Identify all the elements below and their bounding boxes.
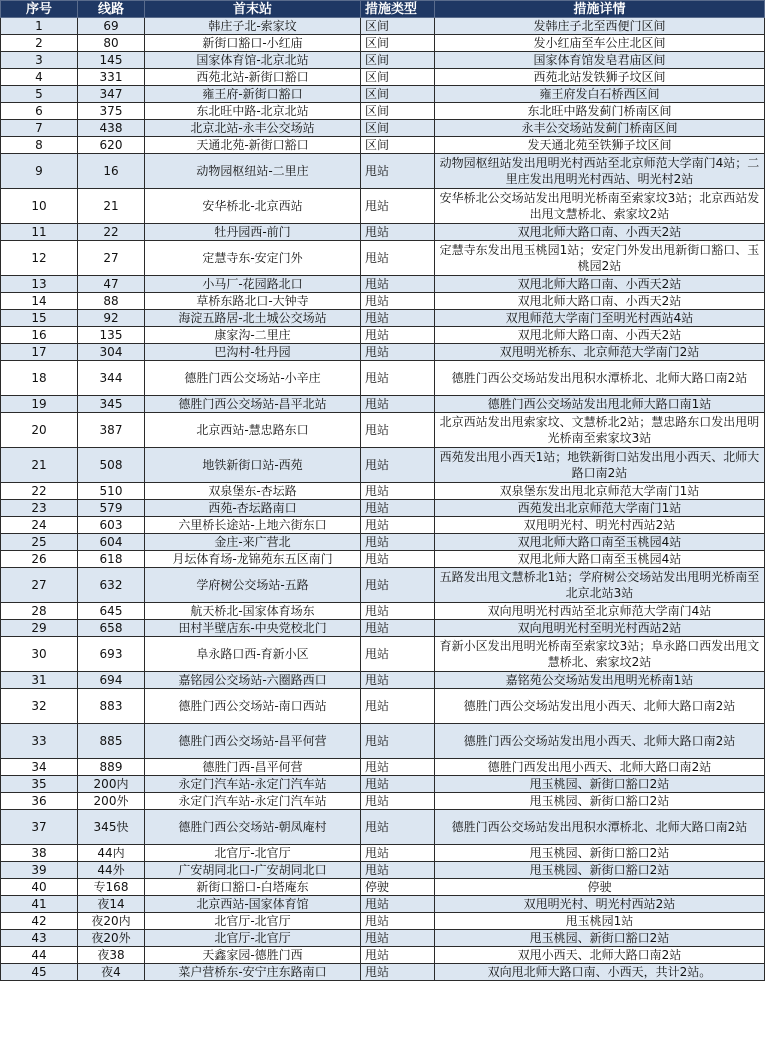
terminals-cell: 菜户营桥东-安宁庄东路南口 [145, 964, 361, 981]
serial-number-cell: 4 [1, 69, 78, 86]
measure-type-cell: 区间 [361, 120, 435, 137]
terminals-cell: 月坛体育场-龙锦苑东五区南门 [145, 551, 361, 568]
table-row [1, 327, 765, 344]
serial-number-cell: 25 [1, 534, 78, 551]
measure-detail-cell: 甩玉桃园、新街口豁口2站 [435, 845, 765, 862]
line-cell: 645 [78, 603, 145, 620]
measure-detail-cell: 发天通北苑至铁狮子坟区间 [435, 137, 765, 154]
measure-detail-cell: 东北旺中路发蓟门桥南区间 [435, 103, 765, 120]
table-row [1, 793, 765, 810]
line-cell: 135 [78, 327, 145, 344]
serial-number-cell: 31 [1, 672, 78, 689]
table-row [1, 413, 765, 448]
table-row [1, 879, 765, 896]
terminals-cell: 北京北站-永丰公交场站 [145, 120, 361, 137]
table-row [1, 603, 765, 620]
terminals-cell: 东北旺中路-北京北站 [145, 103, 361, 120]
measure-type-cell: 甩站 [361, 913, 435, 930]
measure-detail-cell: 双向甩明光村至明光村西站2站 [435, 620, 765, 637]
serial-number-cell: 17 [1, 344, 78, 361]
serial-number-cell: 1 [1, 18, 78, 35]
line-cell: 22 [78, 224, 145, 241]
line-cell: 694 [78, 672, 145, 689]
line-cell: 603 [78, 517, 145, 534]
line-cell: 夜38 [78, 947, 145, 964]
line-cell: 438 [78, 120, 145, 137]
serial-number-cell: 21 [1, 448, 78, 483]
measure-detail-cell: 德胜门西公交场站发出甩积水潭桥北、北师大路口南2站 [435, 810, 765, 845]
measure-detail-cell: 德胜门西发出甩小西天、北师大路口南2站 [435, 759, 765, 776]
terminals-cell: 西苑北站-新街口豁口 [145, 69, 361, 86]
line-cell: 510 [78, 483, 145, 500]
serial-number-cell: 2 [1, 35, 78, 52]
measure-type-cell: 甩站 [361, 189, 435, 224]
measure-detail-cell: 西苑北站发铁狮子坟区间 [435, 69, 765, 86]
measure-detail-cell: 北京西站发出甩索家坟、文慧桥北2站；慧忠路东口发出甩明光桥南至索家坟3站 [435, 413, 765, 448]
line-cell: 344 [78, 361, 145, 396]
table-body [1, 18, 765, 981]
table-row [1, 448, 765, 483]
serial-number-cell: 27 [1, 568, 78, 603]
serial-number-cell: 30 [1, 637, 78, 672]
terminals-cell: 雍王府-新街口豁口 [145, 86, 361, 103]
measure-detail-cell: 发小红庙至车公庄北区间 [435, 35, 765, 52]
terminals-cell: 航天桥北-国家体育场东 [145, 603, 361, 620]
line-cell: 375 [78, 103, 145, 120]
serial-number-cell: 40 [1, 879, 78, 896]
serial-number-cell: 32 [1, 689, 78, 724]
measure-type-cell: 停驶 [361, 879, 435, 896]
terminals-cell: 北官厅-北官厅 [145, 845, 361, 862]
table-row [1, 947, 765, 964]
serial-number-cell: 12 [1, 241, 78, 276]
line-cell: 专168 [78, 879, 145, 896]
line-cell: 145 [78, 52, 145, 69]
measure-type-cell: 甩站 [361, 327, 435, 344]
serial-number-cell: 42 [1, 913, 78, 930]
table-row [1, 310, 765, 327]
serial-number-cell: 26 [1, 551, 78, 568]
measure-type-cell: 区间 [361, 103, 435, 120]
serial-number-cell: 20 [1, 413, 78, 448]
line-cell: 347 [78, 86, 145, 103]
serial-number-cell: 43 [1, 930, 78, 947]
serial-number-cell: 37 [1, 810, 78, 845]
serial-number-cell: 29 [1, 620, 78, 637]
terminals-cell: 阜永路口西-育新小区 [145, 637, 361, 672]
measure-detail-cell: 国家体育馆发皂君庙区间 [435, 52, 765, 69]
line-cell: 夜4 [78, 964, 145, 981]
measure-detail-cell: 双甩北师大路口南、小西天2站 [435, 276, 765, 293]
table-row [1, 776, 765, 793]
measure-type-cell: 甩站 [361, 568, 435, 603]
measure-detail-cell: 德胜门西公交场站发出甩积水潭桥北、北师大路口南2站 [435, 361, 765, 396]
serial-number-cell: 14 [1, 293, 78, 310]
measure-type-cell: 甩站 [361, 689, 435, 724]
measure-detail-cell: 甩玉桃园1站 [435, 913, 765, 930]
terminals-cell: 定慧寺东-安定门外 [145, 241, 361, 276]
measure-detail-cell: 双甩师范大学南门至明光村西站4站 [435, 310, 765, 327]
terminals-cell: 嘉铭园公交场站-六圈路西口 [145, 672, 361, 689]
measure-type-cell: 甩站 [361, 517, 435, 534]
table-row [1, 241, 765, 276]
measure-type-cell: 甩站 [361, 396, 435, 413]
serial-number-cell: 28 [1, 603, 78, 620]
terminals-cell: 永定门汽车站-永定门汽车站 [145, 776, 361, 793]
table-row [1, 845, 765, 862]
terminals-cell: 新街口豁口-小红庙 [145, 35, 361, 52]
terminals-cell: 康家沟-二里庄 [145, 327, 361, 344]
measure-type-cell: 甩站 [361, 551, 435, 568]
serial-number-cell: 16 [1, 327, 78, 344]
serial-number-cell: 24 [1, 517, 78, 534]
table-row [1, 52, 765, 69]
header-terminals: 首末站 [145, 1, 361, 18]
measure-type-cell: 甩站 [361, 776, 435, 793]
serial-number-cell: 41 [1, 896, 78, 913]
serial-number-cell: 19 [1, 396, 78, 413]
measure-detail-cell: 嘉铭苑公交场站发出甩明光桥南1站 [435, 672, 765, 689]
measure-type-cell: 甩站 [361, 845, 435, 862]
measure-detail-cell: 德胜门西公交场站发出甩小西天、北师大路口南2站 [435, 724, 765, 759]
measure-type-cell: 区间 [361, 18, 435, 35]
measure-detail-cell: 德胜门西公交场站发出甩小西天、北师大路口南2站 [435, 689, 765, 724]
measure-detail-cell: 五路发出甩文慧桥北1站；学府树公交场站发出甩明光桥南至北京北站3站 [435, 568, 765, 603]
measure-detail-cell: 德胜门西公交场站发出甩北师大路口南1站 [435, 396, 765, 413]
measure-type-cell: 甩站 [361, 344, 435, 361]
measure-detail-cell: 安华桥北公交场站发出甩明光桥南至索家坟3站；北京西站发出甩文慧桥北、索家坟2站 [435, 189, 765, 224]
table-row [1, 517, 765, 534]
line-cell: 345快 [78, 810, 145, 845]
line-cell: 658 [78, 620, 145, 637]
line-cell: 387 [78, 413, 145, 448]
measure-type-cell: 甩站 [361, 534, 435, 551]
serial-number-cell: 6 [1, 103, 78, 120]
serial-number-cell: 15 [1, 310, 78, 327]
measure-type-cell: 甩站 [361, 413, 435, 448]
measure-detail-cell: 甩玉桃园、新街口豁口2站 [435, 862, 765, 879]
measure-type-cell: 甩站 [361, 603, 435, 620]
table-row [1, 500, 765, 517]
serial-number-cell: 38 [1, 845, 78, 862]
terminals-cell: 永定门汽车站-永定门汽车站 [145, 793, 361, 810]
table-row [1, 862, 765, 879]
line-cell: 693 [78, 637, 145, 672]
table-row [1, 396, 765, 413]
terminals-cell: 北官厅-北官厅 [145, 913, 361, 930]
line-cell: 21 [78, 189, 145, 224]
line-cell: 200外 [78, 793, 145, 810]
terminals-cell: 国家体育馆-北京北站 [145, 52, 361, 69]
terminals-cell: 安华桥北-北京西站 [145, 189, 361, 224]
line-cell: 夜14 [78, 896, 145, 913]
line-cell: 508 [78, 448, 145, 483]
line-cell: 889 [78, 759, 145, 776]
table-row [1, 534, 765, 551]
table-row [1, 18, 765, 35]
serial-number-cell: 22 [1, 483, 78, 500]
terminals-cell: 德胜门西-昌平何营 [145, 759, 361, 776]
measure-detail-cell: 双甩北师大路口南、小西天2站 [435, 327, 765, 344]
measure-detail-cell: 停驶 [435, 879, 765, 896]
measure-type-cell: 甩站 [361, 637, 435, 672]
measure-type-cell: 甩站 [361, 862, 435, 879]
line-cell: 16 [78, 154, 145, 189]
serial-number-cell: 35 [1, 776, 78, 793]
table-row [1, 689, 765, 724]
measure-type-cell: 甩站 [361, 724, 435, 759]
table-header-row [1, 1, 765, 18]
measure-type-cell: 甩站 [361, 810, 435, 845]
measure-detail-cell: 双甩北师大路口南至玉桃园4站 [435, 551, 765, 568]
line-cell: 200内 [78, 776, 145, 793]
line-cell: 27 [78, 241, 145, 276]
terminals-cell: 广安胡同北口-广安胡同北口 [145, 862, 361, 879]
serial-number-cell: 34 [1, 759, 78, 776]
measure-detail-cell: 定慧寺东发出甩玉桃园1站；安定门外发出甩新街口豁口、玉桃园2站 [435, 241, 765, 276]
table-row [1, 276, 765, 293]
measure-detail-cell: 发韩庄子北至西便门区间 [435, 18, 765, 35]
terminals-cell: 金庄-来广营北 [145, 534, 361, 551]
table-row [1, 120, 765, 137]
measure-type-cell: 甩站 [361, 241, 435, 276]
table-row [1, 637, 765, 672]
terminals-cell: 六里桥长途站-上地六街东口 [145, 517, 361, 534]
measure-type-cell: 甩站 [361, 500, 435, 517]
table-row [1, 86, 765, 103]
line-cell: 304 [78, 344, 145, 361]
line-cell: 620 [78, 137, 145, 154]
serial-number-cell: 10 [1, 189, 78, 224]
table-row [1, 344, 765, 361]
table-row [1, 930, 765, 947]
table-row [1, 224, 765, 241]
measure-detail-cell: 雍王府发白石桥西区间 [435, 86, 765, 103]
measure-type-cell: 区间 [361, 86, 435, 103]
measure-detail-cell: 永丰公交场站发蓟门桥南区间 [435, 120, 765, 137]
measure-detail-cell: 双向甩北师大路口南、小西天，共计2站。 [435, 964, 765, 981]
terminals-cell: 北京西站-慧忠路东口 [145, 413, 361, 448]
measure-detail-cell: 甩玉桃园、新街口豁口2站 [435, 793, 765, 810]
serial-number-cell: 18 [1, 361, 78, 396]
serial-number-cell: 45 [1, 964, 78, 981]
serial-number-cell: 36 [1, 793, 78, 810]
measure-type-cell: 甩站 [361, 276, 435, 293]
measure-type-cell: 甩站 [361, 947, 435, 964]
measure-type-cell: 甩站 [361, 964, 435, 981]
table-row [1, 759, 765, 776]
measure-detail-cell: 育新小区发出甩明光桥南至索家坟3站；阜永路口西发出甩文慧桥北、索家坟2站 [435, 637, 765, 672]
table-row [1, 293, 765, 310]
table-row [1, 964, 765, 981]
terminals-cell: 德胜门西公交场站-昌平何营 [145, 724, 361, 759]
terminals-cell: 双泉堡东-杏坛路 [145, 483, 361, 500]
line-cell: 632 [78, 568, 145, 603]
measure-type-cell: 甩站 [361, 483, 435, 500]
measure-type-cell: 甩站 [361, 793, 435, 810]
line-cell: 883 [78, 689, 145, 724]
measure-detail-cell: 双甩明光村、明光村西站2站 [435, 896, 765, 913]
measure-detail-cell: 双泉堡东发出甩北京师范大学南门1站 [435, 483, 765, 500]
table-row [1, 189, 765, 224]
table-row [1, 69, 765, 86]
terminals-cell: 新街口豁口-白塔庵东 [145, 879, 361, 896]
terminals-cell: 德胜门西公交场站-朝凤庵村 [145, 810, 361, 845]
table-row [1, 361, 765, 396]
measure-type-cell: 甩站 [361, 154, 435, 189]
measure-detail-cell: 双甩北师大路口南、小西天2站 [435, 224, 765, 241]
measure-detail-cell: 双向甩明光村西站至北京师范大学南门4站 [435, 603, 765, 620]
terminals-cell: 德胜门西公交场站-昌平北站 [145, 396, 361, 413]
measure-type-cell: 区间 [361, 137, 435, 154]
measure-type-cell: 甩站 [361, 930, 435, 947]
measure-type-cell: 区间 [361, 35, 435, 52]
serial-number-cell: 9 [1, 154, 78, 189]
line-cell: 92 [78, 310, 145, 327]
terminals-cell: 地铁新街口站-西苑 [145, 448, 361, 483]
table-row [1, 568, 765, 603]
table-row [1, 483, 765, 500]
measure-type-cell: 甩站 [361, 620, 435, 637]
measure-type-cell: 甩站 [361, 672, 435, 689]
header-measure-detail: 措施详情 [435, 1, 765, 18]
measure-detail-cell: 双甩明光村、明光村西站2站 [435, 517, 765, 534]
line-cell: 69 [78, 18, 145, 35]
table-row [1, 620, 765, 637]
line-cell: 44内 [78, 845, 145, 862]
table-row [1, 154, 765, 189]
serial-number-cell: 8 [1, 137, 78, 154]
terminals-cell: 学府树公交场站-五路 [145, 568, 361, 603]
line-cell: 604 [78, 534, 145, 551]
measure-detail-cell: 西苑发出甩小西天1站；地铁新街口站发出甩小西天、北师大路口南2站 [435, 448, 765, 483]
terminals-cell: 田村半壁店东-中央党校北门 [145, 620, 361, 637]
serial-number-cell: 39 [1, 862, 78, 879]
measure-detail-cell: 双甩北师大路口南至玉桃园4站 [435, 534, 765, 551]
measure-type-cell: 甩站 [361, 293, 435, 310]
terminals-cell: 海淀五路居-北土城公交场站 [145, 310, 361, 327]
measure-detail-cell: 甩玉桃园、新街口豁口2站 [435, 930, 765, 947]
measure-type-cell: 区间 [361, 69, 435, 86]
terminals-cell: 西苑-杏坛路南口 [145, 500, 361, 517]
serial-number-cell: 11 [1, 224, 78, 241]
terminals-cell: 德胜门西公交场站-小辛庄 [145, 361, 361, 396]
serial-number-cell: 13 [1, 276, 78, 293]
terminals-cell: 韩庄子北-索家坟 [145, 18, 361, 35]
table-row [1, 672, 765, 689]
table-row [1, 913, 765, 930]
serial-number-cell: 5 [1, 86, 78, 103]
measure-detail-cell: 双甩小西天、北师大路口南2站 [435, 947, 765, 964]
terminals-cell: 北官厅-北官厅 [145, 930, 361, 947]
terminals-cell: 天通北苑-新街口豁口 [145, 137, 361, 154]
line-cell: 331 [78, 69, 145, 86]
terminals-cell: 北京西站-国家体育馆 [145, 896, 361, 913]
measure-type-cell: 甩站 [361, 224, 435, 241]
serial-number-cell: 7 [1, 120, 78, 137]
line-cell: 47 [78, 276, 145, 293]
header-line: 线路 [78, 1, 145, 18]
table-row [1, 35, 765, 52]
measure-detail-cell: 西苑发出北京师范大学南门1站 [435, 500, 765, 517]
table-row [1, 551, 765, 568]
measure-detail-cell: 动物园枢纽站发出甩明光村西站至北京师范大学南门4站；二里庄发出甩明光村西站、明光村2站 [435, 154, 765, 189]
measure-detail-cell: 双甩北师大路口南、小西天2站 [435, 293, 765, 310]
line-cell: 夜20外 [78, 930, 145, 947]
terminals-cell: 动物园枢纽站-二里庄 [145, 154, 361, 189]
serial-number-cell: 33 [1, 724, 78, 759]
table-row [1, 896, 765, 913]
line-cell: 579 [78, 500, 145, 517]
terminals-cell: 牡丹园西-前门 [145, 224, 361, 241]
table-row [1, 724, 765, 759]
terminals-cell: 巴沟村-牡丹园 [145, 344, 361, 361]
table-row [1, 810, 765, 845]
measure-type-cell: 甩站 [361, 896, 435, 913]
measure-detail-cell: 甩玉桃园、新街口豁口2站 [435, 776, 765, 793]
table-row [1, 137, 765, 154]
terminals-cell: 天鑫家园-德胜门西 [145, 947, 361, 964]
serial-number-cell: 44 [1, 947, 78, 964]
terminals-cell: 德胜门西公交场站-南口西站 [145, 689, 361, 724]
measure-type-cell: 区间 [361, 52, 435, 69]
line-cell: 夜20内 [78, 913, 145, 930]
measure-type-cell: 甩站 [361, 759, 435, 776]
table-row [1, 103, 765, 120]
line-cell: 885 [78, 724, 145, 759]
measure-type-cell: 甩站 [361, 310, 435, 327]
line-cell: 44外 [78, 862, 145, 879]
serial-number-cell: 3 [1, 52, 78, 69]
measure-type-cell: 甩站 [361, 448, 435, 483]
line-cell: 80 [78, 35, 145, 52]
terminals-cell: 草桥东路北口-大钟寺 [145, 293, 361, 310]
header-measure-type: 措施类型 [361, 1, 435, 18]
header-serial-number: 序号 [1, 1, 78, 18]
terminals-cell: 小马厂-花园路北口 [145, 276, 361, 293]
line-cell: 618 [78, 551, 145, 568]
serial-number-cell: 23 [1, 500, 78, 517]
measure-type-cell: 甩站 [361, 361, 435, 396]
line-cell: 88 [78, 293, 145, 310]
line-cell: 345 [78, 396, 145, 413]
measure-detail-cell: 双甩明光桥东、北京师范大学南门2站 [435, 344, 765, 361]
